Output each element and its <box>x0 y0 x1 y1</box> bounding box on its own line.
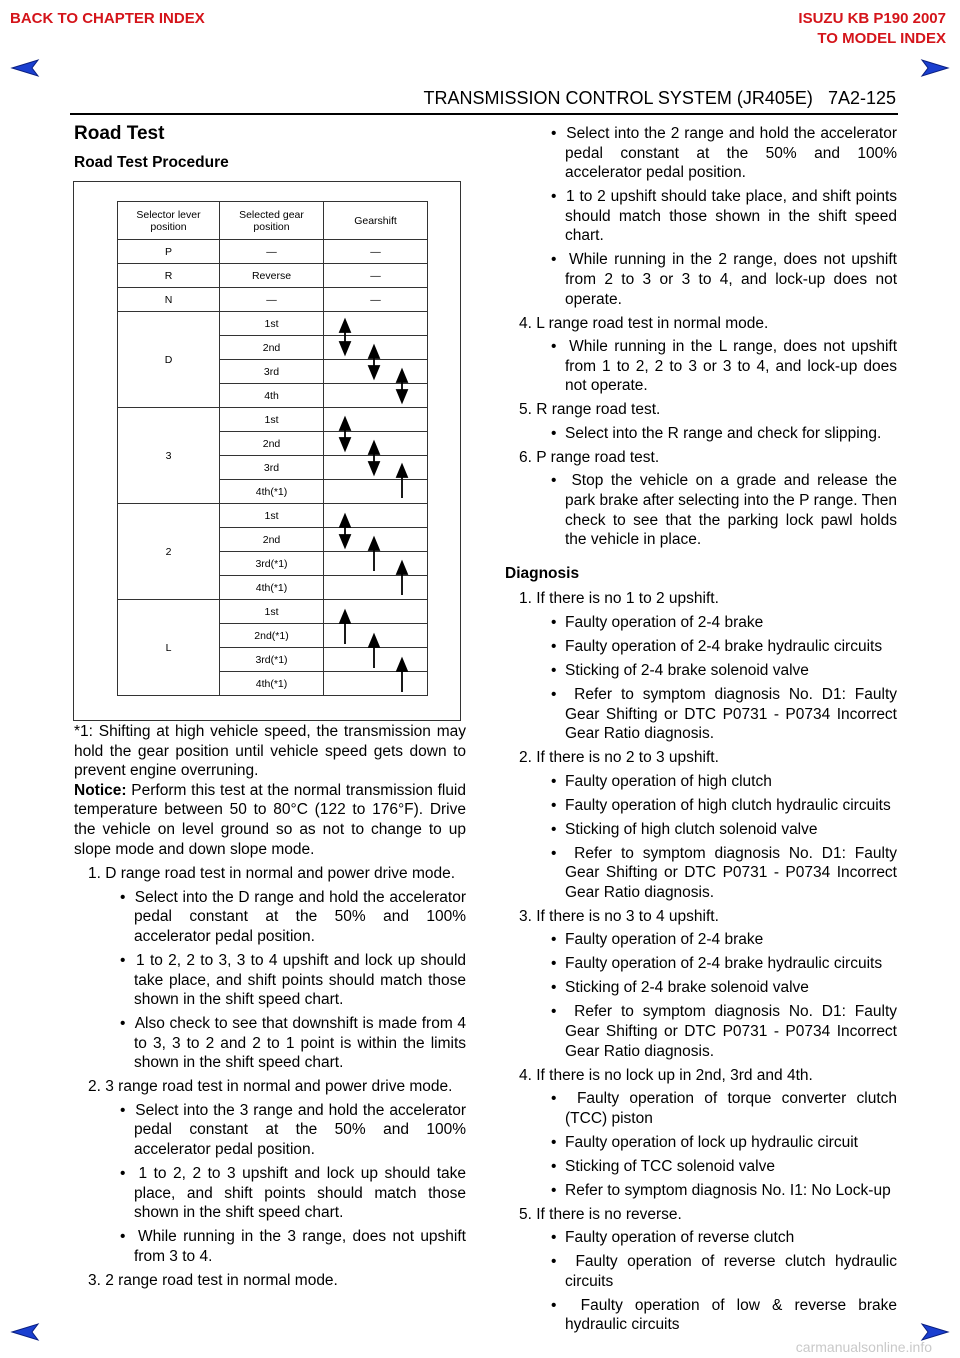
step-1: 1. D range road test in normal and power drive mode. <box>88 865 456 883</box>
step-2: 2. 3 range road test in normal and power drive mode. <box>88 1078 453 1096</box>
diagnosis-title: Diagnosis <box>505 564 580 582</box>
diag-3-bullet-2: • Faulty operation of 2-4 brake hydraulic circuits <box>505 954 897 974</box>
vehicle-model-link[interactable]: ISUZU KB P190 2007 <box>798 10 946 27</box>
gear-3-3: 3rd <box>220 456 324 480</box>
section-subtitle: Road Test Procedure <box>74 153 229 171</box>
diag-2-bullet-3: • Sticking of high clutch solenoid valve <box>505 820 897 840</box>
gear-3-4: 4th(*1) <box>220 480 324 504</box>
gear-p: — <box>220 240 324 264</box>
gear-2-1: 1st <box>220 504 324 528</box>
shift-n: — <box>324 288 428 312</box>
step-2-bullet-1: • Select into the 3 range and hold the accelerator pedal constant at the 50% and 100% accelerator pedal position. <box>74 1101 466 1160</box>
diag-5-bullet-1: • Faulty operation of reverse clutch <box>505 1228 897 1248</box>
gear-2-4: 4th(*1) <box>220 576 324 600</box>
section-title: Road Test <box>74 123 165 144</box>
diag-3: 3. If there is no 3 to 4 upshift. <box>519 907 719 925</box>
gear-r: Reverse <box>220 264 324 288</box>
step-2-bullet-2: • 1 to 2, 2 to 3 upshift and lock up should take place, and shift points should match those shown in the shift speed chart. <box>74 1164 466 1223</box>
sel-3: 3 <box>118 408 220 504</box>
step-4-bullet-1: • While running in the L range, does not upshift from 1 to 2, 2 to 3 or 3 to 4, and lock-up does not operate. <box>505 337 897 396</box>
d-shift-2-3-arrow <box>369 346 379 378</box>
diag-5: 5. If there is no reverse. <box>519 1205 682 1223</box>
two-shift-1-2-arrow <box>340 515 350 547</box>
to-model-index-link[interactable]: TO MODEL INDEX <box>817 30 946 47</box>
step-5: 5. R range road test. <box>519 401 661 419</box>
step-1-bullet-2: • 1 to 2, 2 to 3, 3 to 4 upshift and lock up should take place, and shift points should match those shown in the shift speed chart. <box>74 951 466 1010</box>
two-shift-3-4-arrow <box>397 562 407 595</box>
three-shift-3-4-arrow <box>397 465 407 498</box>
step-6: 6. P range road test. <box>519 448 660 466</box>
diag-1-bullet-3: • Sticking of 2-4 brake solenoid valve <box>505 661 897 681</box>
gear-l-3: 3rd(*1) <box>220 648 324 672</box>
step-1-bullet-3: • Also check to see that downshift is made from 4 to 3, 3 to 2 and 2 to 1 point is within the limits shown in the shift speed chart. <box>74 1014 466 1073</box>
diag-4-bullet-1: • Faulty operation of torque converter clutch (TCC) piston <box>505 1089 897 1128</box>
sel-n: N <box>118 288 220 312</box>
step-4: 4. L range road test in normal mode. <box>519 314 769 332</box>
diag-2-bullet-4: • Refer to symptom diagnosis No. D1: Faulty Gear Shifting or DTC P0731 - P0734 Incorrect Gear Ratio diagnosis. <box>505 844 897 903</box>
gear-2-3: 3rd(*1) <box>220 552 324 576</box>
gear-2-2: 2nd <box>220 528 324 552</box>
sel-d: D <box>118 312 220 408</box>
col-header-gear: Selected gear position <box>220 202 324 240</box>
shift-p: — <box>324 240 428 264</box>
gear-d-3: 3rd <box>220 360 324 384</box>
diag-3-bullet-1: • Faulty operation of 2-4 brake <box>505 930 897 950</box>
diag-5-bullet-3: • Faulty operation of low & reverse brake hydraulic circuits <box>505 1296 897 1335</box>
diag-2: 2. If there is no 2 to 3 upshift. <box>519 749 719 767</box>
gear-d-4: 4th <box>220 384 324 408</box>
l-shift-2-3-arrow <box>369 635 379 668</box>
step-3: 3. 2 range road test in normal mode. <box>88 1271 338 1289</box>
diag-5-bullet-2: • Faulty operation of reverse clutch hydraulic circuits <box>505 1252 897 1291</box>
diag-1-bullet-2: • Faulty operation of 2-4 brake hydraulic circuits <box>505 637 897 657</box>
header-title: TRANSMISSION CONTROL SYSTEM (JR405E) <box>423 88 813 108</box>
gear-d-1: 1st <box>220 312 324 336</box>
gear-l-2: 2nd(*1) <box>220 624 324 648</box>
diag-3-bullet-3: • Sticking of 2-4 brake solenoid valve <box>505 978 897 998</box>
gear-n: — <box>220 288 324 312</box>
diag-4-bullet-3: • Sticking of TCC solenoid valve <box>505 1157 897 1177</box>
step-6-bullet-1: • Stop the vehicle on a grade and release the park brake after selecting into the P range. Then check to see that the parking lock pawl holds the vehicle in place. <box>505 471 897 549</box>
notice-label: Notice: <box>74 781 127 799</box>
page-number: 7A2-125 <box>827 88 896 108</box>
three-shift-2-3-arrow <box>369 442 379 474</box>
l-shift-1-2-arrow <box>340 611 350 644</box>
three-shift-1-2-arrow <box>340 418 350 450</box>
footnote-text: *1: Shifting at high vehicle speed, the transmission may hold the gear position until vehicle speed gets down to prevent engine overruning. <box>74 723 466 780</box>
col-header-gearshift: Gearshift <box>324 202 428 240</box>
shift-r: — <box>324 264 428 288</box>
sel-r: R <box>118 264 220 288</box>
diag-4-bullet-4: • Refer to symptom diagnosis No. I1: No Lock-up <box>505 1181 897 1201</box>
step-2-bullet-3: • While running in the 3 range, does not upshift from 3 to 4. <box>74 1227 466 1266</box>
diag-3-bullet-4: • Refer to symptom diagnosis No. D1: Faulty Gear Shifting or DTC P0731 - P0734 Incorrect Gear Ratio diagnosis. <box>505 1002 897 1061</box>
back-to-chapter-index-link[interactable]: BACK TO CHAPTER INDEX <box>10 10 205 27</box>
col-header-selector: Selector lever position <box>118 202 220 240</box>
gear-3-2: 2nd <box>220 432 324 456</box>
step-3-bullet-3: • While running in the 2 range, does not upshift from 2 to 3 or 3 to 4, and lock-up does not operate. <box>505 250 897 309</box>
gear-d-2: 2nd <box>220 336 324 360</box>
diag-1: 1. If there is no 1 to 2 upshift. <box>519 590 719 608</box>
d-shift-1-2-arrow <box>340 320 350 354</box>
two-shift-2-3-arrow <box>369 538 379 571</box>
step-3-bullet-2: • 1 to 2 upshift should take place, and shift points should match those shown in the shift speed chart. <box>505 187 897 246</box>
step-3-bullet-1: • Select into the 2 range and hold the accelerator pedal constant at the 50% and 100% accelerator pedal position. <box>505 124 897 183</box>
diag-4-bullet-2: • Faulty operation of lock up hydraulic circuit <box>505 1133 897 1153</box>
diag-1-bullet-4: • Refer to symptom diagnosis No. D1: Faulty Gear Shifting or DTC P0731 - P0734 Incorrect Gear Ratio diagnosis. <box>505 685 897 744</box>
diag-2-bullet-2: • Faulty operation of high clutch hydraulic circuits <box>505 796 897 816</box>
sel-p: P <box>118 240 220 264</box>
l-shift-3-4-arrow <box>397 659 407 692</box>
gear-l-4: 4th(*1) <box>220 672 324 696</box>
watermark: carmanualsonline.info <box>795 1339 932 1355</box>
sel-2: 2 <box>118 504 220 600</box>
gear-3-1: 1st <box>220 408 324 432</box>
diag-2-bullet-1: • Faulty operation of high clutch <box>505 772 897 792</box>
diag-1-bullet-1: • Faulty operation of 2-4 brake <box>505 613 897 633</box>
sel-l: L <box>118 600 220 696</box>
gear-l-1: 1st <box>220 600 324 624</box>
d-shift-3-4-arrow <box>397 370 407 402</box>
step-1-bullet-1: • Select into the D range and hold the accelerator pedal constant at the 50% and 100% accelerator pedal position. <box>74 888 466 947</box>
step-5-bullet-1: • Select into the R range and check for slipping. <box>505 424 897 444</box>
diag-4: 4. If there is no lock up in 2nd, 3rd and 4th. <box>519 1066 813 1084</box>
notice-text: Perform this test at the normal transmission fluid temperature between 50 to 80°C (122 to 176°F). Drive the vehicle on level ground so as not to change to up slope mode and down slope mode. <box>74 781 466 858</box>
